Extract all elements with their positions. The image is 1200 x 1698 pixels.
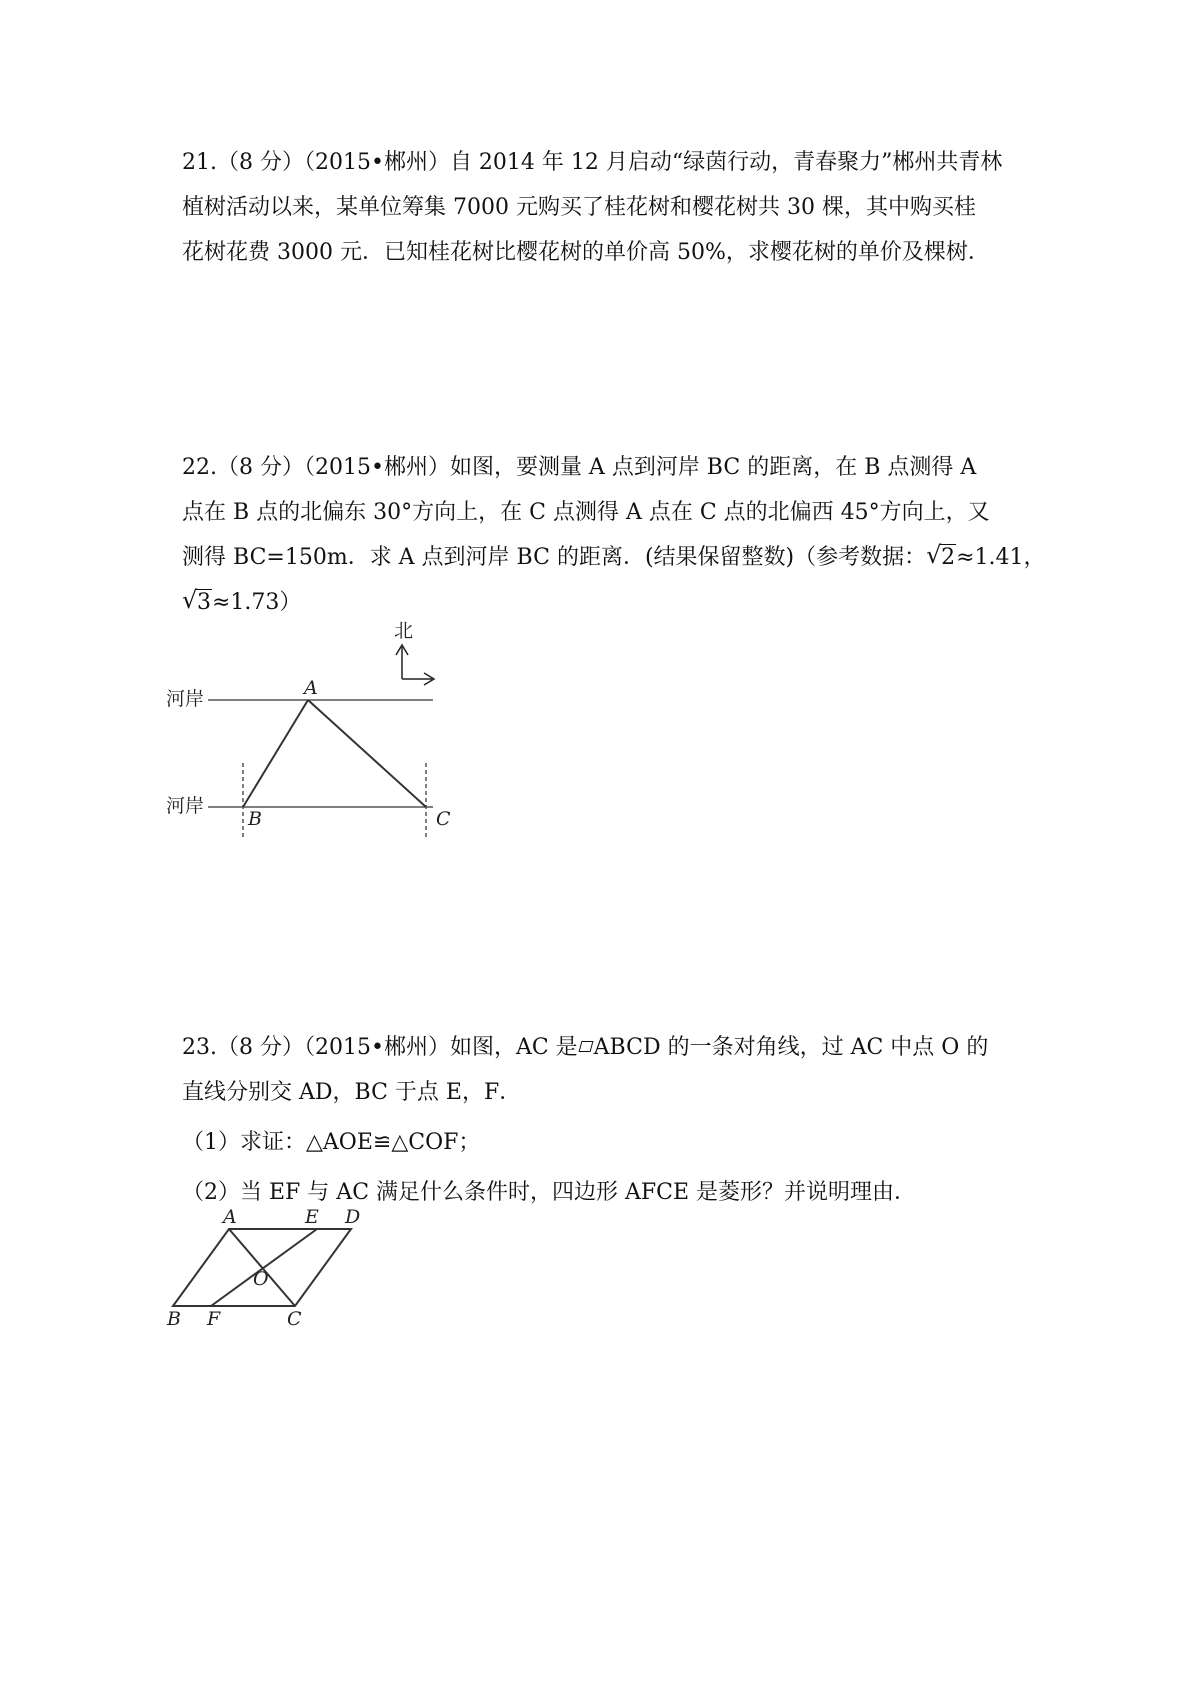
point-a-label: A bbox=[304, 677, 318, 699]
q22-line-3 bbox=[182, 540, 1046, 571]
q21-line-3: 花树花费 3000 元．已知桂花树比樱花树的单价高 50%，求樱花树的单价及棵树． bbox=[182, 240, 990, 265]
point-b-label: B bbox=[167, 1308, 181, 1330]
sqrt-3: √ 3 bbox=[182, 586, 211, 615]
q22-line-3-text: 测得 BC=150m．求 A 点到河岸 BC 的距离．(结果保留整数)（参考数据： bbox=[182, 545, 927, 570]
point-c-label: C bbox=[287, 1308, 302, 1330]
q22-line-2: 点在 B 点的北偏东 30°方向上，在 C 点测得 A 点在 C 点的北偏西 45°方向上，又 bbox=[182, 500, 990, 525]
point-c-label: C bbox=[436, 808, 451, 830]
point-f-label: F bbox=[207, 1308, 221, 1330]
q22-line-1: 22.（8 分）（2015•郴州）如图，要测量 A 点到河岸 BC 的距离，在 B 点测得 A bbox=[182, 455, 977, 480]
segment-ab bbox=[243, 700, 308, 807]
sqrt-2: √ 2 bbox=[926, 541, 956, 570]
q23-line-2: 直线分别交 AD，BC 于点 E，F． bbox=[182, 1080, 522, 1105]
segment-ac bbox=[308, 700, 426, 807]
parallelogram-icon bbox=[578, 1041, 593, 1052]
q22-line-4 bbox=[182, 585, 301, 616]
point-a-label: A bbox=[223, 1206, 237, 1228]
sqrt-3-value: ≈1.73） bbox=[212, 590, 302, 615]
q21-line-1: 21.（8 分）（2015•郴州）自 2014 年 12 月启动“绿茵行动，青春聚力”郴州共青林 bbox=[182, 150, 1003, 175]
north-label: 北 bbox=[394, 620, 414, 642]
q23-part-2: （2）当 EF 与 AC 满足什么条件时，四边形 AFCE 是菱形？并说明理由． bbox=[182, 1180, 917, 1205]
figure-river-triangle bbox=[166, 615, 490, 855]
figure-parallelogram bbox=[165, 1205, 385, 1335]
bank-top-label: 河岸 bbox=[166, 688, 205, 710]
point-b-label: B bbox=[248, 808, 262, 830]
point-d-label: D bbox=[345, 1206, 361, 1228]
bank-bottom-label: 河岸 bbox=[166, 795, 205, 817]
q23-line-1: 23.（8 分）（2015•郴州）如图，AC 是 ABCD 的一条对角线，过 AC 中点 O 的 bbox=[182, 1035, 989, 1060]
sqrt-2-value: ≈1.41， bbox=[956, 545, 1046, 570]
q21-line-2: 植树活动以来，某单位筹集 7000 元购买了桂花树和樱花树共 30 棵，其中购买桂 bbox=[182, 195, 976, 220]
q23-part-1: （1）求证：△AOE≌△COF； bbox=[182, 1130, 481, 1155]
point-o-label: O bbox=[253, 1268, 269, 1290]
point-e-label: E bbox=[305, 1206, 319, 1228]
